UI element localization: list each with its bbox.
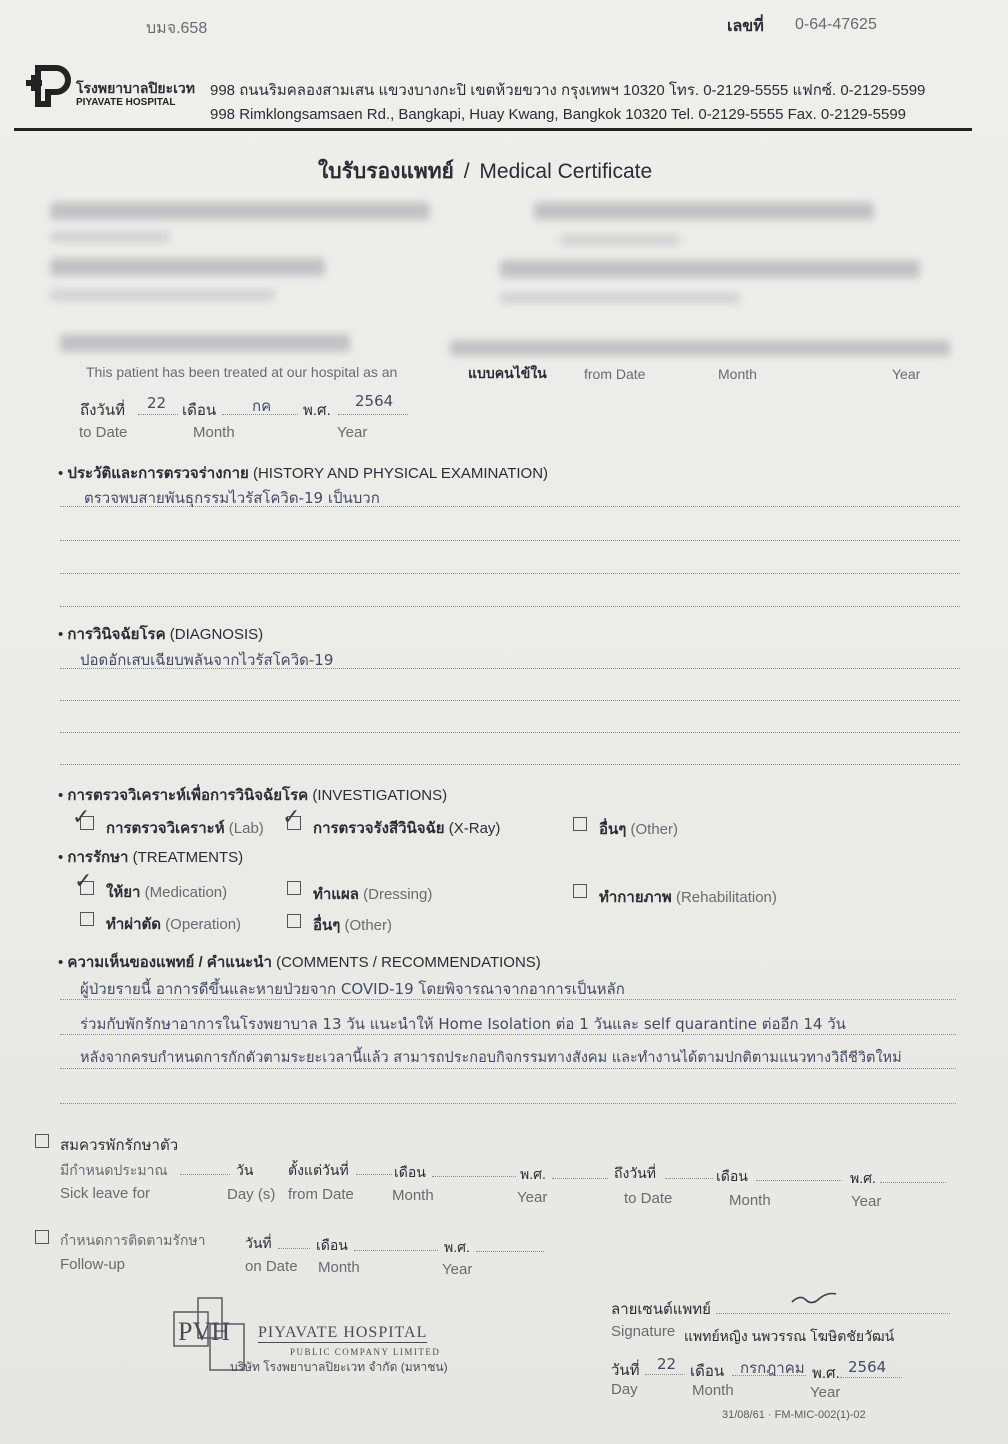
sick-est-th: มีกำหนดประมาณ [60, 1162, 168, 1178]
address-en: 998 Rimklongsamsaen Rd., Bangkapi, Huay Kwang, Bangkok 10320 Tel. 0-2129-5555 Fax. 0-2129-5599 [210, 106, 906, 123]
redacted-patient-label [50, 289, 275, 301]
comment-line-2: ร่วมกับพักรักษาอาการในโรงพยาบาล 13 วัน แนะนำให้ Home Isolation ต่อ 1 วันและ self quarantine ต่ออีก 14 วัน [80, 1015, 846, 1033]
treatments-heading [58, 845, 243, 869]
title-sep: / [463, 160, 470, 183]
history-rule-3 [60, 573, 960, 574]
dressing-label-th: ทำแผล [313, 886, 359, 903]
comments-heading-th: ความเห็นของแพทย์ / คำแนะนำ [67, 954, 272, 971]
history-rule-4 [60, 606, 960, 607]
signature-scribble-icon [790, 1290, 840, 1308]
lab-check-mark-icon: ✓ [72, 804, 91, 829]
lab-label-th: การตรวจวิเคราะห์ [106, 820, 225, 837]
stamp-company-en: PUBLIC COMPANY LIMITED [290, 1347, 441, 1357]
redacted-physician-label [50, 231, 170, 243]
follow-up-checkbox[interactable] [35, 1230, 49, 1244]
sick-from-th: ตั้งแต่วันที่ [288, 1162, 349, 1178]
operation-label-en: (Operation) [165, 916, 242, 933]
treatments-heading-th: การรักษา [67, 849, 129, 866]
sick-month-rule[interactable] [432, 1176, 516, 1177]
sick-from-day-rule[interactable] [356, 1174, 392, 1175]
sick-month-en: Month [392, 1187, 434, 1204]
sig-day-rule [645, 1374, 685, 1375]
treat-other-label [313, 913, 392, 937]
investigations-heading-th: การตรวจวิเคราะห์เพื่อการวินิจฉัยโรค [67, 787, 309, 804]
sig-day-value: 22 [657, 1355, 677, 1373]
form-code: บมจ.658 [146, 20, 208, 37]
history-text: ตรวจพบสายพันธุกรรมไวรัสโควิด-19 เป็นบวก [84, 489, 380, 507]
medication-label-th: ให้ยา [106, 884, 141, 901]
sig-day-th: วันที่ [611, 1362, 640, 1379]
treat-other-label-en: (Other) [344, 917, 393, 934]
redacted-admission-dates [450, 340, 950, 356]
follow-on-date-en: on Date [245, 1258, 298, 1275]
sig-month-th: เดือน [690, 1363, 725, 1380]
sig-month-rule [732, 1375, 806, 1376]
follow-year-en: Year [442, 1261, 473, 1278]
sig-day-en: Day [611, 1381, 638, 1398]
redacted-physician-name [50, 202, 430, 220]
diagnosis-heading [58, 622, 263, 646]
investigations-heading-en: (INVESTIGATIONS) [312, 787, 448, 804]
hospital-name-th: โรงพยาบาลปิยะเวท [76, 80, 195, 96]
redacted-age-label [500, 292, 740, 304]
sick-year-rule[interactable] [552, 1178, 608, 1179]
comment-rule-4 [60, 1103, 956, 1104]
rehab-label-en: (Rehabilitation) [675, 889, 777, 906]
sig-year-th: พ.ศ. [812, 1365, 840, 1382]
follow-en: Follow-up [60, 1256, 126, 1273]
follow-year-rule[interactable] [476, 1251, 544, 1252]
form-id: 31/08/61 · FM-MIC-002(1)-02 [722, 1409, 866, 1421]
sick-to-en: to Date [624, 1190, 673, 1207]
signature-rule[interactable] [716, 1313, 950, 1314]
sick-year-th: พ.ศ. [520, 1166, 546, 1182]
doctor-name: แพทย์หญิง นพวรรณ โฆษิตชัยวัฒน์ [684, 1328, 895, 1344]
stamp-name-en: PIYAVATE HOSPITAL [258, 1324, 428, 1341]
redacted-admission [60, 334, 350, 352]
rehab-checkbox[interactable] [573, 884, 587, 898]
follow-year-th: พ.ศ. [444, 1239, 470, 1255]
address-th: 998 ถนนริมคลองสามเสน แขวงบางกะปิ เขตห้วยขวาง กรุงเทพฯ 10320 โทร. 0-2129-5555 แฟกซ์. 0-2129-5599 [210, 82, 926, 99]
history-rule-1 [60, 506, 960, 507]
signature-label-en: Signature [611, 1323, 676, 1340]
follow-month-rule[interactable] [354, 1250, 438, 1251]
redacted-license [534, 202, 874, 220]
dressing-label-en: (Dressing) [363, 886, 433, 903]
treat-other-label-th: อื่นๆ [313, 917, 341, 934]
treated-type: แบบคนไข้ใน [468, 365, 547, 381]
follow-month-en: Month [318, 1259, 360, 1276]
diagnosis-rule-2 [60, 700, 960, 701]
sick-en: Sick leave for [60, 1185, 151, 1202]
diagnosis-rule-4 [60, 764, 960, 765]
sig-year-rule [840, 1377, 902, 1378]
year-en: Year [337, 424, 368, 441]
year-label: Year [892, 366, 921, 382]
sick-day-th: วัน [236, 1162, 254, 1178]
title-th: ใบรับรองแพทย์ [318, 160, 454, 183]
follow-day-th: วันที่ [245, 1235, 272, 1251]
rehab-label [599, 885, 777, 909]
operation-label-th: ทำผ่าตัด [106, 916, 162, 933]
month-th: เดือน [182, 402, 217, 419]
comments-heading-en: (COMMENTS / RECOMMENDATIONS) [276, 954, 541, 971]
medication-label-en: (Medication) [144, 884, 228, 901]
sick-month-th: เดือน [394, 1164, 426, 1180]
follow-month-th: เดือน [316, 1237, 348, 1253]
operation-label [106, 912, 241, 936]
treatments-heading-en: (TREATMENTS) [132, 849, 244, 866]
sick-year-en: Year [517, 1189, 548, 1206]
sick-year2-en: Year [851, 1193, 882, 1210]
comments-heading [58, 950, 541, 974]
month-en: Month [193, 424, 235, 441]
comment-rule-3 [60, 1068, 956, 1069]
history-heading-en: (HISTORY AND PHYSICAL EXAMINATION) [252, 465, 549, 482]
rehab-label-th: ทำกายภาพ [599, 889, 672, 906]
month-rule [222, 414, 298, 415]
sick-year2-th: พ.ศ. [850, 1170, 876, 1186]
medication-label [106, 880, 227, 904]
sick-leave-checkbox[interactable] [35, 1134, 49, 1148]
sick-to-th: ถึงวันที่ [614, 1165, 656, 1181]
diagnosis-rule-1 [60, 668, 960, 669]
header-divider [14, 128, 972, 131]
hospital-name-en: PIYAVATE HOSPITAL [76, 97, 176, 108]
diagnosis-heading-en: (DIAGNOSIS) [169, 626, 264, 643]
comment-rule-1 [60, 999, 956, 1000]
dressing-label [313, 882, 432, 906]
year-rule [338, 414, 408, 415]
number-value: 0-64-47625 [795, 16, 877, 33]
follow-up-heading: กำหนดการติดตามรักษา [60, 1232, 206, 1248]
to-day-value: 22 [147, 394, 167, 412]
diagnosis-text: ปอดอักเสบเฉียบพลันจากไวรัสโควิด-19 [80, 651, 334, 669]
history-heading-th: ประวัติและการตรวจร่างกาย [67, 465, 249, 482]
year-th: พ.ศ. [303, 402, 331, 419]
lab-label [106, 816, 264, 840]
sick-leave-heading: สมควรพักรักษาตัว [60, 1137, 179, 1154]
history-rule-2 [60, 540, 960, 541]
redacted-license-label [560, 234, 680, 246]
diagnosis-rule-3 [60, 732, 960, 733]
number-label: เลขที่ [727, 18, 764, 35]
year-value: 2564 [355, 392, 394, 410]
title-en: Medical Certificate [479, 160, 653, 183]
sick-from-en: from Date [288, 1186, 354, 1203]
to-date-en: to Date [79, 424, 128, 441]
follow-day-rule[interactable] [278, 1248, 310, 1249]
history-heading [58, 461, 548, 485]
stamp-company-th: บริษัท โรงพยาบาลปิยะเวท จำกัด (มหาชน) [230, 1360, 448, 1374]
inv-other-label-th: อื่นๆ [599, 821, 627, 838]
sick-to-day-rule[interactable] [665, 1178, 713, 1179]
inv-other-label-en: (Other) [630, 821, 679, 838]
dressing-checkbox[interactable] [287, 881, 301, 895]
sig-month-value: กรกฎาคม [740, 1359, 805, 1377]
comment-line-3: หลังจากครบกำหนดการกักตัวตามระยะเวลานี้แล้ว สามารถประกอบกิจกรรมทางสังคม และทำงานได้ตามปกติตามแนวทางวิถีชีวิตใหม่ [80, 1050, 902, 1066]
redacted-patient-name [50, 258, 325, 276]
xray-label-en: (X-Ray) [448, 820, 501, 837]
xray-check-mark-icon: ✓ [282, 804, 301, 829]
comment-line-1: ผู้ป่วยรายนี้ อาการดีขึ้นและหายป่วยจาก COVID-19 โดยพิจารณาจากอาการเป็นหลัก [80, 980, 625, 998]
hospital-logo-icon [24, 64, 74, 108]
sig-month-en: Month [692, 1382, 734, 1399]
sick-month2-rule[interactable] [756, 1180, 842, 1181]
lab-label-en: (Lab) [228, 820, 264, 837]
comment-rule-2 [60, 1034, 956, 1035]
diagnosis-heading-th: การวินิจฉัยโรค [67, 626, 166, 643]
page-title [318, 155, 652, 188]
month-value: กค [252, 397, 272, 415]
signature-label-th: ลายเซนต์แพทย์ [611, 1301, 711, 1318]
inv-other-checkbox[interactable] [573, 817, 587, 831]
redacted-age-hn [500, 260, 920, 278]
sig-year-en: Year [810, 1384, 841, 1401]
treat-other-checkbox[interactable] [287, 914, 301, 928]
to-day-rule [138, 414, 178, 415]
to-day-th: ถึงวันที่ [80, 402, 125, 419]
sick-month2-en: Month [729, 1192, 771, 1209]
xray-label [313, 816, 500, 840]
xray-label-th: การตรวจรังสีวินิจฉัย [313, 820, 445, 837]
treated-line: This patient has been treated at our hospital as an [86, 364, 398, 380]
medication-check-mark-icon: ✓ [74, 868, 93, 893]
sick-days-rule[interactable] [180, 1174, 230, 1175]
investigations-heading [58, 783, 447, 807]
inv-other-label [599, 817, 678, 841]
sick-year2-rule[interactable] [880, 1182, 946, 1183]
stamp-letters: PVH [178, 1317, 231, 1346]
hospital-stamp [170, 1296, 490, 1380]
month-label: Month [718, 366, 757, 382]
from-date-label: from Date [584, 366, 646, 382]
sick-month2-th: เดือน [716, 1168, 748, 1184]
operation-checkbox[interactable] [80, 912, 94, 926]
sig-year-value: 2564 [848, 1358, 887, 1376]
sick-days-en: Day (s) [227, 1186, 276, 1203]
